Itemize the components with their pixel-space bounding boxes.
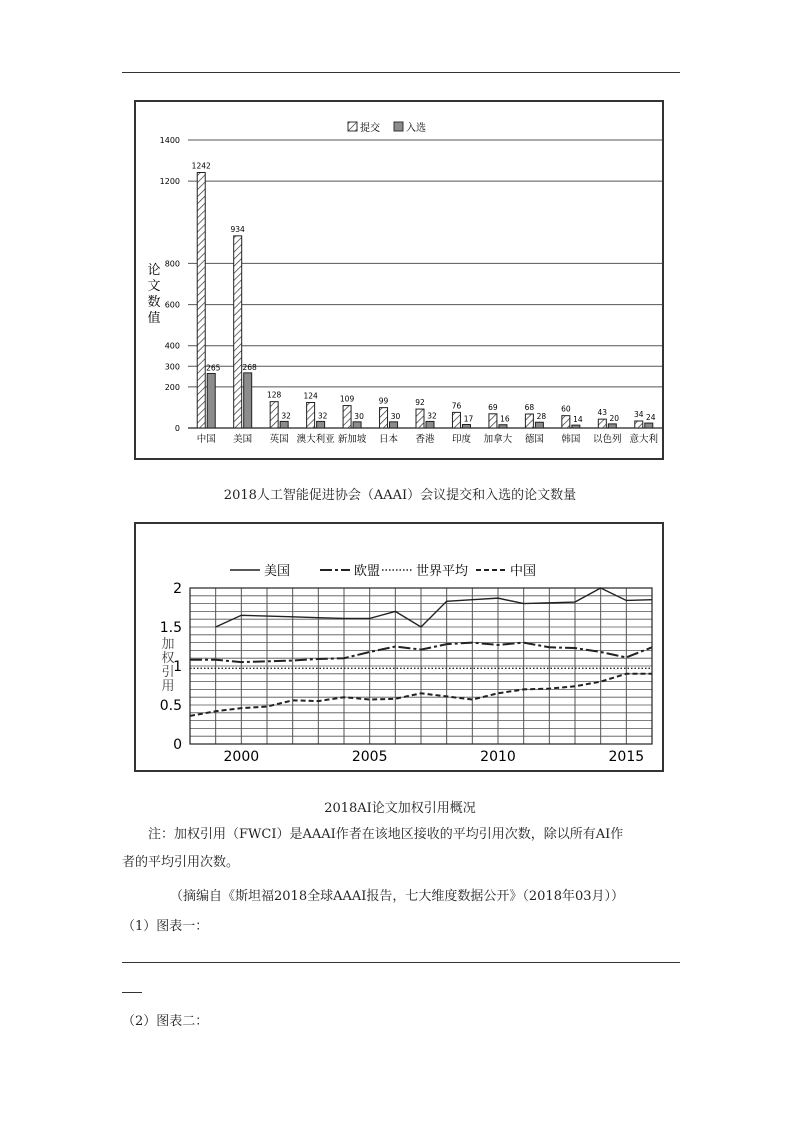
legend-label-submit: 提交 bbox=[360, 123, 380, 134]
x-tick-label: 2015 bbox=[608, 749, 645, 765]
y-axis-title-char: 文 bbox=[147, 279, 161, 294]
data-label-accept: 32 bbox=[317, 411, 328, 421]
data-label-accept: 32 bbox=[427, 411, 437, 421]
y-tick-label: 1400 bbox=[159, 136, 180, 145]
category-label: 意大利 bbox=[629, 434, 659, 445]
data-label-accept: 32 bbox=[281, 411, 291, 421]
data-label-submit: 1242 bbox=[191, 161, 211, 171]
bar-accept bbox=[426, 421, 434, 428]
chart-legend bbox=[230, 563, 536, 579]
y-tick-label: 400 bbox=[164, 341, 180, 351]
category-label: 英国 bbox=[269, 434, 289, 445]
question-1: （1）图表一： bbox=[122, 919, 209, 934]
legend-label-accept: 入选 bbox=[406, 123, 426, 134]
data-label-submit: 934 bbox=[230, 224, 245, 234]
bar-submit bbox=[489, 414, 497, 428]
y-axis-title bbox=[147, 263, 160, 326]
data-label-submit: 34 bbox=[633, 410, 644, 420]
bar-accept bbox=[462, 425, 470, 428]
line-chart bbox=[136, 524, 662, 770]
bar-submit bbox=[635, 421, 643, 428]
data-label-submit: 76 bbox=[451, 401, 462, 411]
bar-submit bbox=[598, 419, 606, 428]
y-axis-title-char: 权 bbox=[161, 651, 175, 666]
data-label-submit: 109 bbox=[339, 394, 355, 404]
y-tick-label: 200 bbox=[164, 382, 180, 392]
figure1-caption: 2018人工智能促进协会（AAAI）会议提交和入选的论文数量 bbox=[223, 488, 577, 503]
bar-submit bbox=[452, 412, 460, 428]
data-label-accept: 24 bbox=[645, 413, 656, 423]
top-rule bbox=[122, 72, 680, 73]
bar-chart-figure bbox=[134, 100, 664, 460]
category-label: 以色列 bbox=[593, 434, 622, 445]
figure2-caption: 2018AI论文加权引用概况 bbox=[324, 801, 476, 816]
category-label: 德国 bbox=[524, 434, 544, 445]
bar-submit bbox=[562, 416, 570, 428]
category-label: 日本 bbox=[379, 434, 399, 445]
y-tick-label: 0 bbox=[173, 737, 182, 753]
data-label-accept: 268 bbox=[242, 362, 257, 372]
category-label: 韩国 bbox=[561, 434, 581, 445]
y-axis-title-char: 用 bbox=[161, 679, 175, 694]
y-tick-label: 300 bbox=[164, 362, 180, 372]
data-label-submit: 69 bbox=[488, 402, 498, 412]
data-label-accept: 265 bbox=[206, 363, 221, 373]
bar-submit bbox=[343, 406, 351, 428]
data-label-submit: 68 bbox=[524, 403, 535, 413]
data-label-accept: 20 bbox=[609, 413, 620, 423]
bar-accept bbox=[499, 425, 507, 428]
bar-submit bbox=[197, 173, 205, 428]
y-tick-label: 0.5 bbox=[159, 698, 182, 714]
x-tick-label: 2005 bbox=[351, 749, 388, 765]
legend-label: 欧盟 bbox=[354, 564, 381, 579]
category-label: 澳大利亚 bbox=[296, 434, 335, 445]
answer-line-short bbox=[122, 992, 142, 993]
bar-submit bbox=[380, 408, 388, 428]
y-tick-label: 1200 bbox=[159, 177, 180, 187]
y-axis-title-char: 值 bbox=[147, 311, 161, 326]
y-axis-title-char: 论 bbox=[147, 263, 161, 278]
y-axis-title-char: 数 bbox=[147, 295, 161, 310]
x-tick-label: 2000 bbox=[223, 749, 260, 765]
data-label-accept: 17 bbox=[463, 414, 474, 424]
bar-accept bbox=[244, 373, 252, 428]
series-line-1 bbox=[216, 588, 652, 627]
data-label-submit: 128 bbox=[266, 390, 282, 400]
note-line-1: 注：加权引用（FWCI）是AAAI作者在该地区接收的平均引用次数，除以所有AI作 bbox=[148, 827, 624, 842]
bar-accept bbox=[207, 373, 215, 428]
category-label: 印度 bbox=[451, 434, 471, 445]
y-tick-label: 1.5 bbox=[159, 620, 182, 636]
bar-submit bbox=[416, 409, 424, 428]
bar-accept bbox=[572, 425, 580, 428]
y-tick-label: 800 bbox=[164, 259, 180, 269]
data-label-submit: 43 bbox=[597, 408, 608, 418]
data-label-accept: 28 bbox=[536, 412, 547, 422]
y-axis-title bbox=[161, 636, 174, 694]
data-label-accept: 30 bbox=[390, 411, 401, 421]
data-label-submit: 124 bbox=[303, 391, 318, 401]
data-label-accept: 30 bbox=[354, 411, 364, 421]
bar-accept bbox=[353, 422, 361, 428]
bar-submit bbox=[270, 402, 278, 428]
note-line-2: 者的平均引用次数。 bbox=[122, 855, 240, 870]
data-label-accept: 16 bbox=[500, 414, 510, 424]
category-label: 香港 bbox=[415, 434, 435, 445]
legend-label: 中国 bbox=[510, 564, 537, 579]
y-tick-label: 0 bbox=[174, 424, 180, 433]
bar-accept bbox=[280, 421, 288, 428]
y-axis-title-char: 引 bbox=[161, 665, 175, 680]
data-label-submit: 99 bbox=[378, 396, 389, 406]
bar-chart bbox=[136, 102, 662, 458]
y-axis-title-char: 加 bbox=[161, 637, 175, 652]
x-tick-label: 2010 bbox=[480, 749, 516, 765]
bar-accept bbox=[608, 424, 616, 428]
legend-swatch-submit bbox=[348, 122, 357, 131]
data-label-submit: 60 bbox=[561, 404, 571, 414]
line-chart-figure bbox=[134, 522, 664, 772]
bar-submit bbox=[234, 236, 242, 428]
legend-swatch-accept bbox=[394, 122, 403, 131]
question-2: （2）图表二： bbox=[122, 1014, 209, 1029]
category-label: 美国 bbox=[233, 434, 253, 445]
data-label-accept: 14 bbox=[573, 415, 583, 425]
data-label-submit: 92 bbox=[415, 398, 425, 408]
chart-legend bbox=[348, 121, 426, 134]
bar-accept bbox=[390, 422, 398, 428]
y-tick-label: 2 bbox=[173, 581, 182, 597]
bar-accept bbox=[645, 423, 653, 428]
source-citation: （摘编自《斯坦福2018全球AAAI报告，七大维度数据公开》（2018年03月）） bbox=[170, 889, 625, 904]
category-label: 中国 bbox=[196, 434, 216, 445]
bar-submit bbox=[307, 402, 315, 428]
bar-submit bbox=[525, 414, 533, 428]
category-label: 新加坡 bbox=[337, 434, 367, 445]
category-label: 加拿大 bbox=[483, 434, 513, 445]
legend-label: 美国 bbox=[264, 564, 291, 579]
answer-line-1 bbox=[122, 962, 680, 963]
bar-accept bbox=[535, 422, 543, 428]
legend-label: 世界平均 bbox=[416, 564, 469, 579]
bar-accept bbox=[317, 421, 325, 428]
y-tick-label: 600 bbox=[164, 300, 180, 310]
y-tick-label: 1 bbox=[173, 659, 182, 675]
